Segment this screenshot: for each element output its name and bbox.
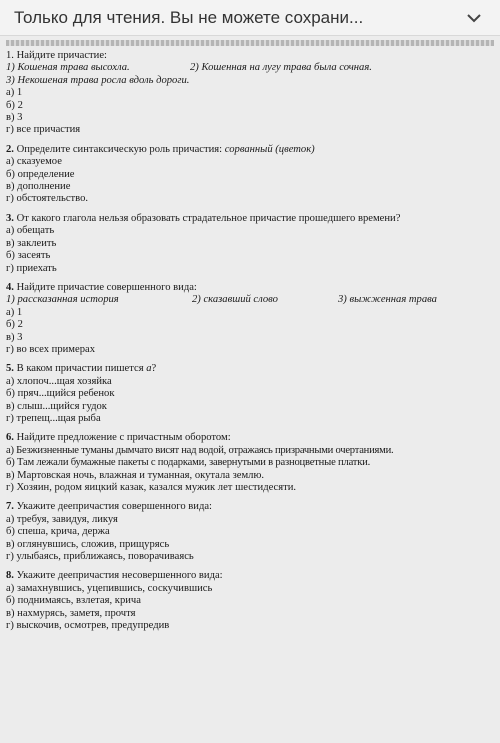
banner-text: Только для чтения. Вы не можете сохрани... (14, 7, 364, 27)
question-title: В каком причастии пишется (16, 363, 147, 375)
question-number: 6. (6, 432, 14, 444)
option: б) спеша, крича, держа (6, 526, 110, 538)
option: в) дополнение (6, 181, 71, 193)
question-title: Найдите предложение с причастным оборотом: (16, 432, 231, 444)
question-title: Найдите причастие: (16, 50, 107, 61)
question-number: 8. (6, 570, 14, 582)
option: б) 2 (6, 99, 23, 111)
example: 3) выжженная трава (338, 294, 437, 306)
question-6 (6, 432, 494, 494)
option: а) 1 (6, 306, 23, 318)
option: б) 2 (6, 319, 23, 331)
option: г) все причастия (6, 124, 81, 136)
question-5: 5. В каком причастии пишется а? а) хлопоч...щая хозяйка б) пряч...щийся ребенок в) слыш...щийся гудок г) трепещ...щая рыба (6, 363, 494, 425)
example: 1) Кошеная трава высохла. (6, 62, 130, 74)
option: в) оглянувшись, сложив, прищурясь (6, 538, 170, 550)
question-2 (6, 144, 494, 206)
option: в) 3 (6, 112, 23, 124)
option: г) выскочив, осмотрев, предупредив (6, 620, 170, 632)
option: г) во всех примерах (6, 343, 96, 355)
option: б) засеять (6, 250, 51, 262)
option: б) поднимаясь, взлетая, крича (6, 595, 141, 607)
chevron-down-icon[interactable] (460, 4, 488, 32)
option: б) Там лежали бумажные пакеты с подарками, завернутыми в разноцветные платки. (6, 457, 371, 469)
question-3 (6, 213, 494, 275)
option: в) 3 (6, 331, 23, 343)
option: б) определение (6, 168, 75, 180)
question-term: а (146, 363, 152, 375)
question-1 (6, 50, 494, 137)
option: а) хлопоч...щая хозяйка (6, 375, 112, 387)
question-title: Укажите деепричастия несовершенного вида: (16, 570, 223, 582)
question-4 (6, 282, 494, 356)
question-number: 4. (6, 281, 14, 293)
option: а) 1 (6, 87, 23, 99)
question-number: 3. (6, 212, 14, 224)
option: г) трепещ...щая рыба (6, 412, 101, 424)
option: в) Мартовская ночь, влажная и туманная, окутала землю. (6, 469, 265, 481)
option: г) Хозяин, родом яицкий казак, казался мужик лет шестидесяти. (6, 482, 297, 493)
example: 2) сказавший слово (192, 294, 278, 306)
option: в) заклеить (6, 237, 57, 249)
read-only-banner (0, 0, 500, 36)
top-divider (6, 40, 494, 46)
option: а) замахнувшись, уцепившись, соскучившись (6, 582, 213, 594)
option: г) приехать (6, 262, 57, 274)
question-title: Укажите деепричастия совершенного вида: (16, 501, 212, 513)
option: в) нахмурясь, заметя, прочтя (6, 607, 136, 619)
option: а) требуя, завидуя, ликуя (6, 513, 118, 525)
option: а) обещать (6, 225, 55, 237)
question-number: 7. (6, 501, 14, 513)
question-title: Определите синтаксическую роль причастия: (16, 143, 225, 155)
example: 2) Кошенная на лугу трава была сочная. (190, 62, 372, 74)
question-title: От какого глагола нельзя образовать страдательное причастие прошедшего времени? (16, 212, 401, 224)
examples-row (6, 62, 494, 74)
question-number: 2. (6, 143, 14, 155)
document-body (0, 50, 500, 632)
example: 1) рассказанная история (6, 294, 119, 306)
example: 3) Некошеная трава росла вдоль дороги. (6, 74, 190, 86)
option: а) сказуемое (6, 156, 62, 168)
option: а) Безжизненные туманы дымчато висят над водой, отражаясь призрачными очертаниями. (6, 444, 394, 456)
question-term: сорванный (цветок) (224, 143, 315, 155)
question-number: 5. (6, 363, 14, 375)
question-7 (6, 501, 494, 563)
option: г) обстоятельство. (6, 193, 89, 205)
question-title: Найдите причастие совершенного вида: (16, 281, 197, 293)
option: г) улыбаясь, приближаясь, поворачиваясь (6, 551, 194, 563)
option: в) слыш...щийся гудок (6, 400, 107, 412)
option: б) пряч...щийся ребенок (6, 388, 115, 400)
examples-row (6, 294, 494, 306)
question-number: 1. (6, 50, 14, 61)
question-8 (6, 570, 494, 632)
